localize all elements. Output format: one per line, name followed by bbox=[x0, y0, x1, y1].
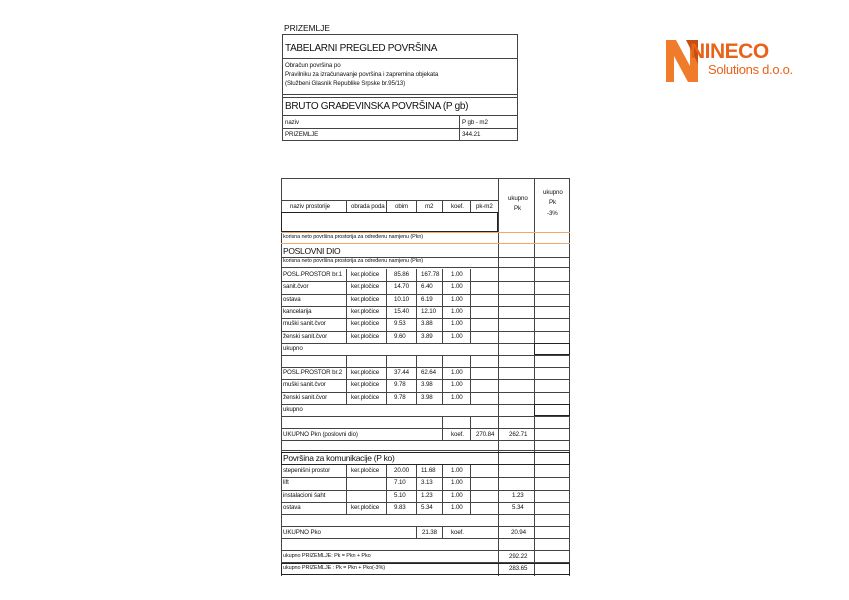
coefficient: 1.00 bbox=[451, 393, 463, 401]
area-m2: 6.19 bbox=[421, 295, 433, 303]
ukupno-pko-value: 21.38 bbox=[422, 529, 437, 536]
area-m2: 3.98 bbox=[421, 393, 433, 401]
desc-line-1: Obračun površina po bbox=[285, 62, 341, 69]
coefficient: 1.00 bbox=[451, 479, 463, 487]
floor-finish: ker.pločice bbox=[351, 503, 380, 511]
room-name: lift bbox=[283, 479, 289, 487]
perimeter: 9.60 bbox=[394, 332, 406, 340]
room-name: POSL.PROSTOR br.2 bbox=[283, 369, 343, 376]
floor-finish: ker.pločice bbox=[351, 369, 380, 376]
area-m2: 167.78 bbox=[421, 271, 440, 278]
floor-finish: ker.pločice bbox=[351, 320, 380, 328]
pkn-note: korisna neto površina prostorija za određenu namjenu (Pkn) bbox=[283, 234, 424, 240]
h-obim: obim bbox=[395, 203, 409, 210]
area-m2: 6.40 bbox=[421, 283, 433, 291]
h-naziv: naziv prostorije bbox=[290, 203, 331, 210]
floor-finish: ker.pločice bbox=[351, 283, 380, 291]
area-m2: 11.68 bbox=[421, 467, 436, 474]
area-m2: 3.98 bbox=[421, 381, 433, 389]
ukupno-pko-label: UKUPNO Pko bbox=[283, 529, 321, 536]
pk-value: 1.23 bbox=[512, 491, 524, 499]
room-name: POSL.PROSTOR br.1 bbox=[283, 271, 343, 278]
sum1-value: 292.22 bbox=[509, 553, 528, 560]
coefficient: 1.00 bbox=[451, 295, 463, 303]
h-pkm2: pk-m2 bbox=[476, 203, 493, 210]
floor-finish: ker.pločice bbox=[351, 332, 380, 340]
row-prizemlje-name: PRIZEMLJE bbox=[285, 131, 319, 138]
h-ukupno1-b: Pk bbox=[514, 205, 522, 212]
sum2-label: ukupno PRIZEMLJE : Pk = Pkn + Pko(-3%) bbox=[283, 565, 385, 571]
h-koef: koef. bbox=[451, 203, 464, 210]
perimeter: 7.10 bbox=[394, 479, 406, 487]
section-title: TABELARNI PREGLED POVRŠINA bbox=[285, 43, 438, 54]
row-prizemlje-value: 344.21 bbox=[462, 131, 481, 138]
room-name: sanit.čvor bbox=[283, 283, 309, 291]
perimeter: 20.00 bbox=[394, 467, 409, 474]
h-ukupno2-b: Pk bbox=[549, 199, 557, 206]
sum2-value: 283.65 bbox=[509, 565, 528, 572]
room-name: ostava bbox=[283, 503, 301, 511]
ukupno-pkn-label: UKUPNO Pkn (poslovni dio) bbox=[283, 431, 358, 438]
ukupno-pko-pk: 20.94 bbox=[511, 529, 526, 536]
perimeter: 15.40 bbox=[394, 307, 409, 315]
area-m2: 3.88 bbox=[421, 320, 433, 328]
floor-finish: ker.pločice bbox=[351, 467, 380, 474]
perimeter: 10.10 bbox=[394, 295, 409, 303]
h-ukupno1-a: ukupno bbox=[508, 195, 528, 202]
h-obrada: obrada poda bbox=[351, 203, 385, 210]
col-pgb: P gb - m2 bbox=[462, 119, 488, 126]
area-m2: 5.34 bbox=[421, 503, 433, 511]
col-naziv: naziv bbox=[285, 119, 299, 126]
perimeter: 85.86 bbox=[394, 271, 409, 278]
room-name: ženski sanit.čvor bbox=[283, 332, 328, 340]
ukupno-pkn-pk: 262.71 bbox=[509, 431, 528, 438]
pk-value: 5.34 bbox=[512, 503, 524, 511]
ukupno-pkn-value: 270.84 bbox=[476, 431, 495, 438]
desc-line-2: Pravilniku za izračunavanje površina i zapremina objekata bbox=[285, 71, 439, 78]
room-name: ženski sanit.čvor bbox=[283, 393, 328, 401]
ukupno-2: ukupno bbox=[283, 406, 303, 413]
desc-line-3: (Službeni Glasnik Republike Srpske br.95/13) bbox=[285, 80, 406, 87]
perimeter: 9.53 bbox=[394, 320, 406, 328]
area-m2: 12.10 bbox=[421, 307, 436, 315]
perimeter: 37.44 bbox=[394, 369, 409, 376]
coefficient: 1.00 bbox=[451, 503, 463, 511]
logo-text-nineco: NINECO bbox=[690, 40, 769, 63]
coefficient: 1.00 bbox=[451, 307, 463, 315]
coefficient: 1.00 bbox=[451, 467, 463, 474]
h-ukupno2-a: ukupno bbox=[543, 189, 563, 196]
ukupno-pko-koef: koef. bbox=[451, 529, 464, 536]
floor-finish: ker.pločice bbox=[351, 307, 380, 315]
room-name: stepenišni prostor bbox=[283, 467, 331, 474]
floor-finish: ker.pločice bbox=[351, 381, 380, 389]
bruto-title: BRUTO GRAĐEVINSKA POVRŠINA (P gb) bbox=[285, 101, 469, 112]
floor-finish: ker.pločice bbox=[351, 393, 380, 401]
poslovni-dio: POSLOVNI DIO bbox=[283, 246, 341, 256]
pkn-note-2: korisna neto površina prostorija za određenu namjenu (Pkn) bbox=[283, 258, 424, 264]
sum1-label: ukupno PRIZEMLJE: Pk = Pkn + Pko bbox=[283, 553, 371, 559]
coefficient: 1.00 bbox=[451, 271, 463, 278]
room-name: ostava bbox=[283, 295, 301, 303]
room-name: instalacioni šaht bbox=[283, 491, 326, 499]
area-m2: 3.13 bbox=[421, 479, 433, 487]
area-m2: 62.64 bbox=[421, 369, 436, 376]
coefficient: 1.00 bbox=[451, 369, 463, 376]
coefficient: 1.00 bbox=[451, 491, 463, 499]
h-m2: m2 bbox=[425, 203, 434, 210]
coefficient: 1.00 bbox=[451, 381, 463, 389]
h-ukupno2-c: -3% bbox=[547, 210, 558, 217]
floor-finish: ker.pločice bbox=[351, 295, 380, 303]
floor-finish: ker.pločice bbox=[351, 271, 380, 278]
logo-text-solutions: Solutions d.o.o. bbox=[708, 62, 793, 77]
perimeter: 9.78 bbox=[394, 381, 406, 389]
perimeter: 9.78 bbox=[394, 393, 406, 401]
room-name: kancelarija bbox=[283, 307, 312, 315]
komunikacije-title: Površina za komunikacije (P ko) bbox=[283, 453, 395, 463]
ukupno-pkn-koef: koef. bbox=[451, 431, 464, 438]
floor-label: PRIZEMLJE bbox=[284, 23, 330, 33]
perimeter: 5.10 bbox=[394, 491, 406, 499]
coefficient: 1.00 bbox=[451, 320, 463, 328]
perimeter: 14.70 bbox=[394, 283, 409, 291]
room-name: muški sanit.čvor bbox=[283, 381, 326, 389]
room-name: muški sanit.čvor bbox=[283, 320, 326, 328]
area-m2: 1.23 bbox=[421, 491, 433, 499]
coefficient: 1.00 bbox=[451, 332, 463, 340]
ukupno-1: ukupno bbox=[283, 345, 303, 352]
area-m2: 3.89 bbox=[421, 332, 433, 340]
coefficient: 1.00 bbox=[451, 283, 463, 291]
perimeter: 9.83 bbox=[394, 503, 406, 511]
